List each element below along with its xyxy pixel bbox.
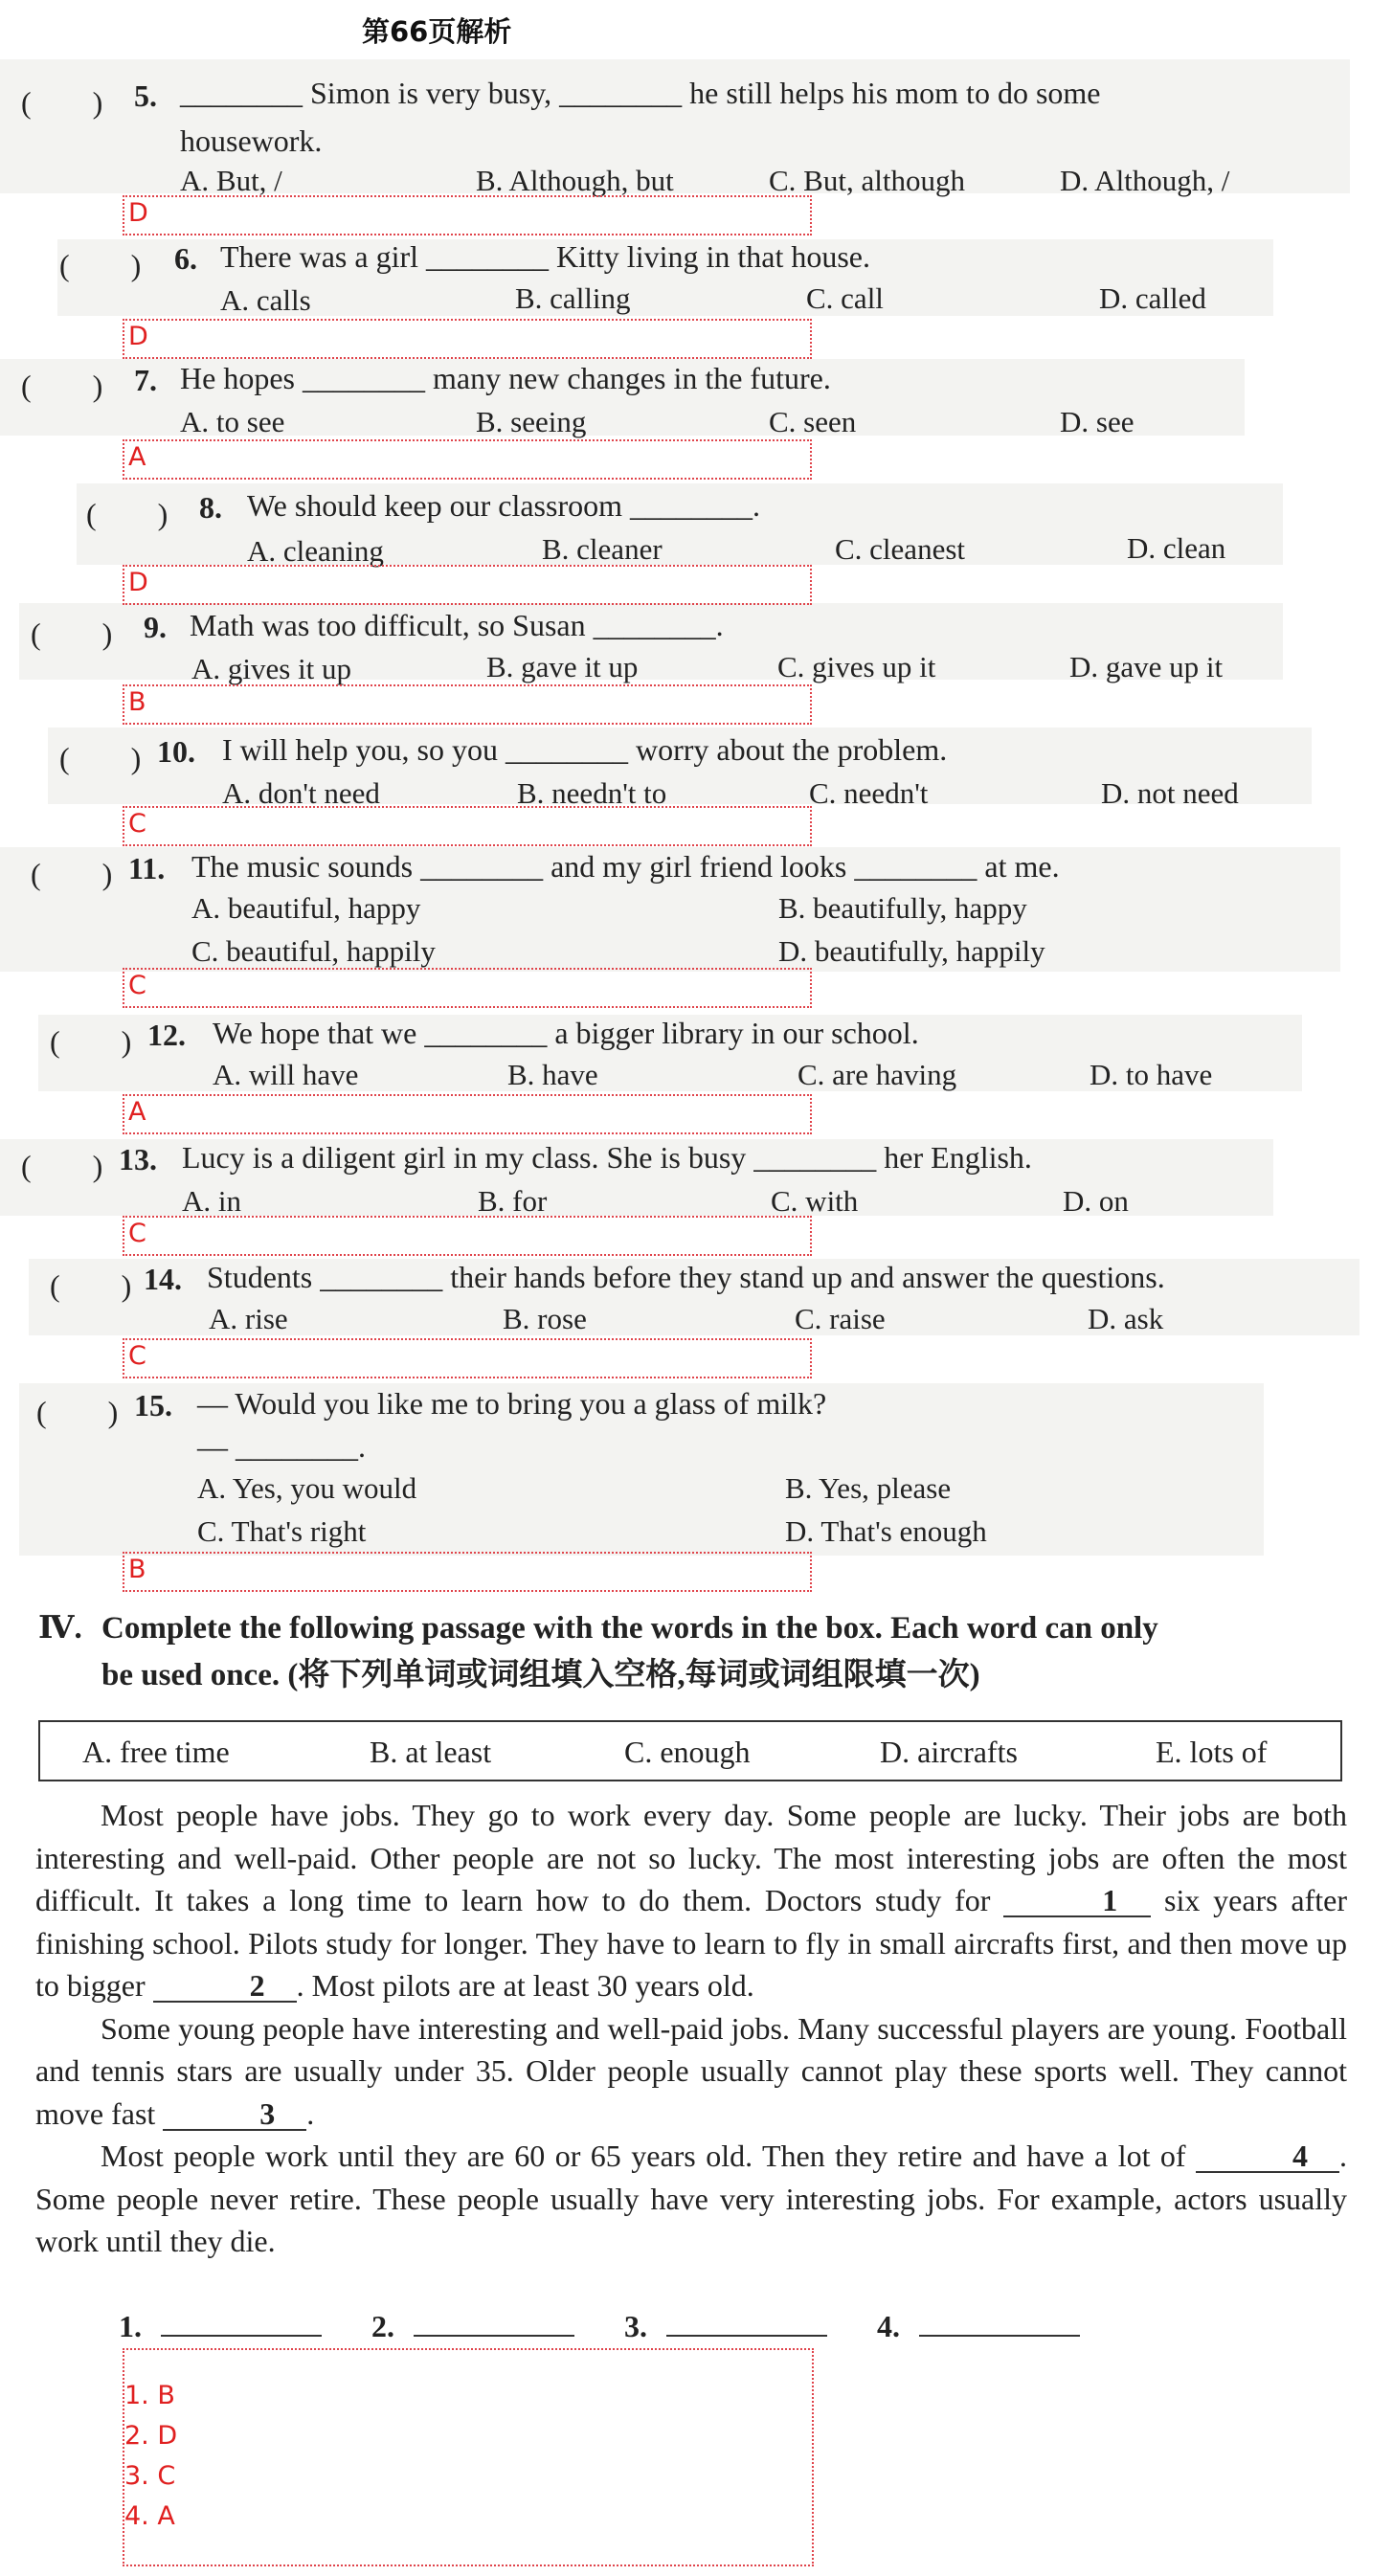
word-option: D. aircrafts	[880, 1735, 1018, 1769]
question-stem: The music sounds ________ and my girl friend looks ________ at me.	[191, 849, 1060, 884]
option-b: B. rose	[503, 1302, 587, 1335]
answer-box	[123, 1094, 812, 1134]
answer-text: 2. D	[124, 2421, 178, 2451]
option-b: B. Yes, please	[785, 1471, 952, 1505]
option-c: C. raise	[795, 1302, 886, 1335]
answer-box	[123, 806, 812, 846]
answer-parentheses: ( )	[59, 248, 142, 282]
answer-text: 4. A	[124, 2501, 175, 2531]
section-heading: Complete the following passage with the words in the box. Each word can only	[101, 1611, 1158, 1646]
answer-blank	[414, 2308, 574, 2337]
answer-text: B	[128, 687, 146, 717]
option-d: D. gave up it	[1069, 650, 1224, 683]
option-d: D. Although, /	[1060, 164, 1230, 197]
word-option: E. lots of	[1156, 1735, 1268, 1769]
answer-text: D	[128, 198, 148, 228]
answer-parentheses: ( )	[36, 1395, 119, 1429]
question-stem: There was a girl ________ Kitty living in that house.	[220, 239, 870, 274]
option-d: D. on	[1063, 1184, 1129, 1218]
answer-line: 1. 2. 3. 4.	[119, 2307, 1080, 2345]
question-stem: — Would you like me to bring you a glass of milk?	[197, 1386, 827, 1421]
passage-paragraph-1: Most people have jobs. They go to work every day. Some people are lucky. Their jobs are both interesting and well-paid. Other people are not so lucky. The most interesting jobs are often the most difficult. It takes a long time to learn how to do them. Doctors study for 1 six years after finishing school. Pilots study for longer. They have to learn to fly in small aircrafts first, and then move up to bigger 2 . Most pilots are at least 30 years old.	[35, 1798, 1348, 2003]
option-d: D. beautifully, happily	[778, 934, 1045, 968]
answer-blank	[666, 2308, 827, 2337]
option-c: C. beautiful, happily	[191, 934, 436, 968]
answer-parentheses: ( )	[31, 857, 113, 891]
option-b: B. beautifully, happy	[778, 891, 1027, 925]
answer-box	[123, 1216, 812, 1256]
passage	[35, 1794, 1347, 2263]
option-b: B. gave it up	[486, 650, 639, 683]
word-option: C. enough	[624, 1735, 751, 1769]
option-b: B. calling	[515, 281, 631, 315]
word-box	[38, 1720, 1342, 1781]
option-c: C. are having	[798, 1058, 957, 1091]
option-a: A. But, /	[180, 164, 282, 197]
answer-text: A	[128, 442, 146, 472]
question-number: 13.	[119, 1142, 157, 1176]
question-stem: Lucy is a diligent girl in my class. She is busy ________ her English.	[182, 1140, 1032, 1175]
section-heading-cont: be used once. (将下列单词或词组填入空格,每词或词组限填一次)	[101, 1658, 980, 1692]
option-c: C. with	[771, 1184, 859, 1218]
option-a: A. to see	[180, 405, 285, 438]
question-number: 11.	[128, 851, 166, 885]
question-stem: Math was too difficult, so Susan ________.	[190, 608, 724, 642]
option-c: C. call	[806, 281, 884, 315]
answer-box	[123, 195, 812, 235]
question-number: 15.	[134, 1388, 172, 1422]
answer-text: B	[128, 1555, 146, 1584]
option-c: C. gives up it	[777, 650, 936, 683]
passage-paragraph-3: Most people work until they are 60 or 65 years old. Then they retire and have a lot of 4 . Some people never retire. These people usually have very interesting jobs. For example, actors usually work until they die.	[35, 2139, 1348, 2258]
option-d: D. ask	[1088, 1302, 1164, 1335]
answer-parentheses: ( )	[50, 1268, 132, 1303]
option-a: A. Yes, you would	[197, 1471, 417, 1505]
blank-4: 4	[1196, 2140, 1339, 2173]
answer-box	[123, 1552, 812, 1592]
passage-paragraph-2: Some young people have interesting and well-paid jobs. Many successful players are young. Football and tennis stars are usually under 35. Older people usually cannot play these sports well. They cannot move fast 3 .	[35, 2010, 1347, 2131]
option-c: C. That's right	[197, 1514, 367, 1548]
answer-text: C	[128, 971, 146, 1000]
option-d: D. clean	[1127, 531, 1226, 565]
answer-box	[123, 565, 812, 605]
option-b: B. seeing	[476, 405, 587, 438]
option-b: B. have	[507, 1058, 598, 1091]
answer-box	[123, 439, 812, 480]
option-c: C. seen	[769, 405, 857, 438]
question-stem: Students ________ their hands before they stand up and answer the questions.	[207, 1260, 1165, 1294]
option-a: A. cleaning	[247, 534, 384, 568]
answer-box	[123, 1338, 812, 1378]
question-stem: He hopes ________ many new changes in the future.	[180, 361, 831, 395]
word-option: B. at least	[370, 1735, 492, 1769]
answer-parentheses: ( )	[86, 497, 169, 531]
option-c: C. cleanest	[835, 532, 966, 566]
question-number: 12.	[147, 1018, 186, 1052]
option-d: D. see	[1060, 405, 1135, 438]
answer-parentheses: ( )	[21, 369, 103, 403]
option-a: A. rise	[209, 1302, 288, 1335]
page-title: 第66页解析	[362, 15, 512, 48]
blank-1: 1	[1003, 1885, 1151, 1917]
question-stem: We should keep our classroom ________.	[247, 488, 760, 523]
answer-box	[123, 968, 812, 1008]
answer-blank	[919, 2308, 1080, 2337]
question-number: 6.	[174, 241, 197, 276]
option-a: A. calls	[220, 283, 311, 317]
option-a: A. in	[182, 1184, 241, 1218]
word-option: A. free time	[82, 1735, 230, 1769]
option-a: A. gives it up	[191, 652, 352, 685]
option-c: C. But, although	[769, 164, 965, 197]
section-numeral: Ⅳ.	[38, 1611, 82, 1646]
blank-2: 2	[153, 1970, 297, 2003]
answer-text: A	[128, 1097, 146, 1127]
option-a: A. don't need	[222, 776, 380, 810]
answer-parentheses: ( )	[21, 85, 103, 120]
answer-text: D	[128, 568, 148, 597]
answer-parentheses: ( )	[59, 741, 142, 775]
option-c: C. needn't	[809, 776, 929, 810]
option-d: D. to have	[1090, 1058, 1213, 1091]
option-b: B. Although, but	[476, 164, 674, 197]
question-number: 7.	[134, 363, 157, 397]
question-number: 9.	[144, 610, 167, 644]
answer-parentheses: ( )	[31, 616, 113, 651]
option-b: B. for	[478, 1184, 548, 1218]
answer-box	[123, 684, 812, 725]
question-stem-cont: housework.	[180, 123, 323, 158]
answer-text: C	[128, 809, 146, 839]
answers-box	[123, 2348, 814, 2566]
question-stem: We hope that we ________ a bigger library in our school.	[213, 1016, 919, 1050]
question-stem: I will help you, so you ________ worry about the problem.	[222, 732, 948, 767]
answer-blank	[161, 2308, 322, 2337]
option-d: D. called	[1099, 281, 1206, 315]
question-number: 10.	[157, 734, 195, 769]
blank-3: 3	[163, 2098, 306, 2131]
answer-parentheses: ( )	[50, 1024, 132, 1059]
answer-box	[123, 319, 812, 359]
question-number: 14.	[144, 1262, 182, 1296]
answer-text: 3. C	[124, 2461, 176, 2491]
answer-text: 1. B	[124, 2381, 175, 2410]
question-stem: ________ Simon is very busy, ________ he still helps his mom to do some	[180, 76, 1101, 110]
option-b: B. needn't to	[517, 776, 667, 810]
option-a: A. will have	[213, 1058, 359, 1091]
option-b: B. cleaner	[542, 532, 663, 566]
answer-text: C	[128, 1341, 146, 1371]
option-d: D. That's enough	[785, 1514, 987, 1548]
question-number: 8.	[199, 490, 222, 525]
option-a: A. beautiful, happy	[191, 891, 421, 925]
answer-parentheses: ( )	[21, 1149, 103, 1183]
answer-text: C	[128, 1219, 146, 1248]
question-stem-cont: — ________.	[197, 1429, 366, 1464]
question-number: 5.	[134, 78, 157, 113]
option-d: D. not need	[1101, 776, 1239, 810]
answer-text: D	[128, 322, 148, 351]
